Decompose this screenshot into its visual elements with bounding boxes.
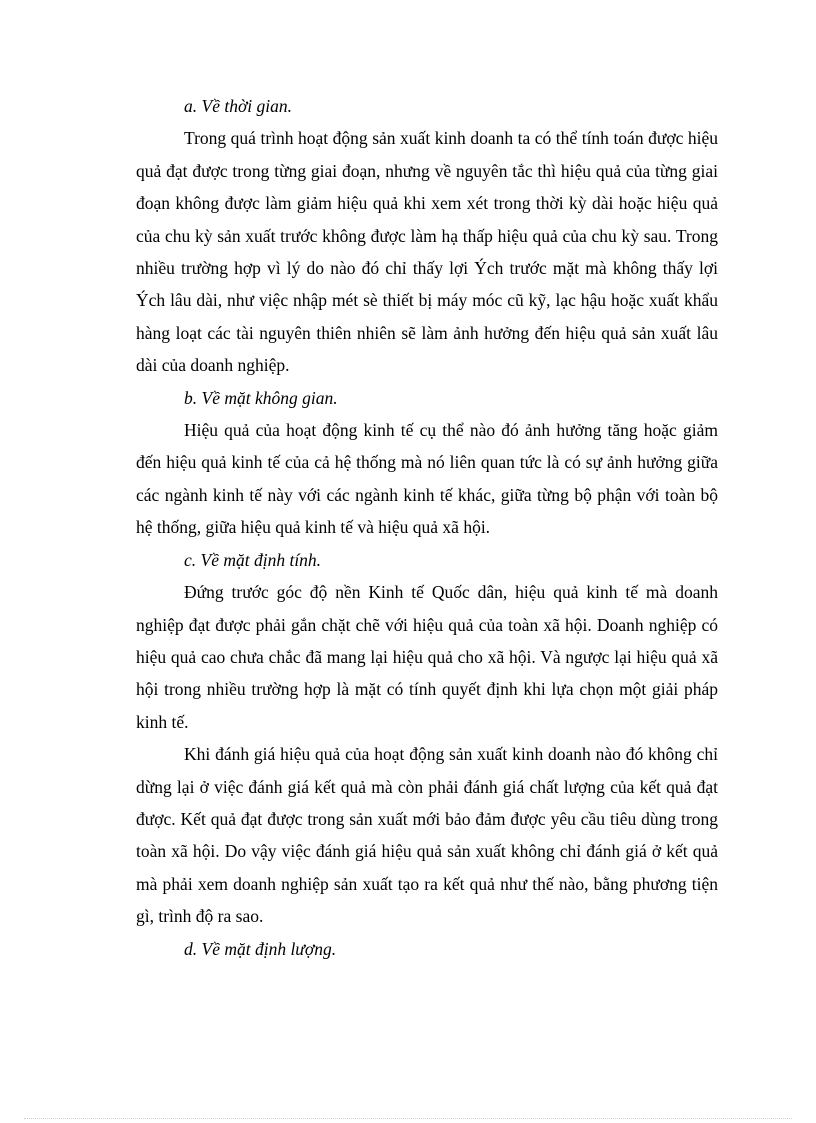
page-bottom-divider [24, 1118, 792, 1119]
paragraph-space: Hiệu quả của hoạt động kinh tế cụ thể nào đó ảnh hưởng tăng hoặc giảm đến hiệu quả kinh tế của cả hệ thống mà nó liên quan tức là có sự ảnh hưởng giữa các ngành kinh tế này với các ngành kinh tế khác, giữa từng bộ phận với toàn bộ hệ thống, giữa hiệu quả kinh tế và hiệu quả xã hội. [136, 420, 718, 538]
paragraph-qualitative-2: Khi đánh giá hiệu quả của hoạt động sản xuất kinh doanh nào đó không chỉ dừng lại ở việc đánh giá kết quả mà còn phải đánh giá chất lượng của kết quả đạt được. Kết quả đạt được trong sản xuất mới bảo đảm được yêu cầu tiêu dùng trong toàn xã hội. Do vậy việc đánh giá hiệu quả sản xuất không chỉ đánh giá ở kết quả mà phải xem doanh nghiệp sản xuất tạo ra kết quả như thế nào, bằng phương tiện gì, trình độ ra sao. [136, 744, 718, 927]
document-body [136, 90, 718, 965]
section-heading-space: b. Về mặt không gian. [184, 387, 338, 408]
section-heading-quantitative: d. Về mặt định lượng. [184, 938, 337, 959]
paragraph-qualitative-1: Đứng trước góc độ nền Kinh tế Quốc dân, hiệu quả kinh tế mà doanh nghiệp đạt được phải gắn chặt chẽ với hiệu quả của toàn xã hội. Doanh nghiệp có hiệu quả cao chưa chắc đã mang lại hiệu quả cho xã hội. Và ngược lại hiệu quả xã hội trong nhiều trường hợp là mặt có tính quyết định khi lựa chọn một giải pháp kinh tế. [136, 582, 718, 732]
section-heading-qualitative: c. Về mặt định tính. [184, 549, 322, 570]
section-heading-time: a. Về thời gian. [184, 96, 293, 116]
paragraph-time: Trong quá trình hoạt động sản xuất kinh doanh ta có thể tính toán được hiệu quả đạt được trong từng giai đoạn, nhưng về nguyên tắc thì hiệu quả của từng giai đoạn không được làm giảm hiệu quả khi xem xét trong thời kỳ dài hoặc hiệu quả của chu kỳ sản xuất trước không được làm hạ thấp hiệu quả của chu kỳ sau. Trong nhiều trường hợp vì lý do nào đó chỉ thấy lợi Ých trước mặt mà không thấy lợi Ých lâu dài, như việc nhập mét sè thiết bị máy móc cũ kỹ, lạc hậu hoặc xuất khẩu hàng loạt các tài nguyên thiên nhiên sẽ làm ảnh hưởng đến hiệu quả sản xuất lâu dài của doanh nghiệp. [136, 128, 718, 376]
